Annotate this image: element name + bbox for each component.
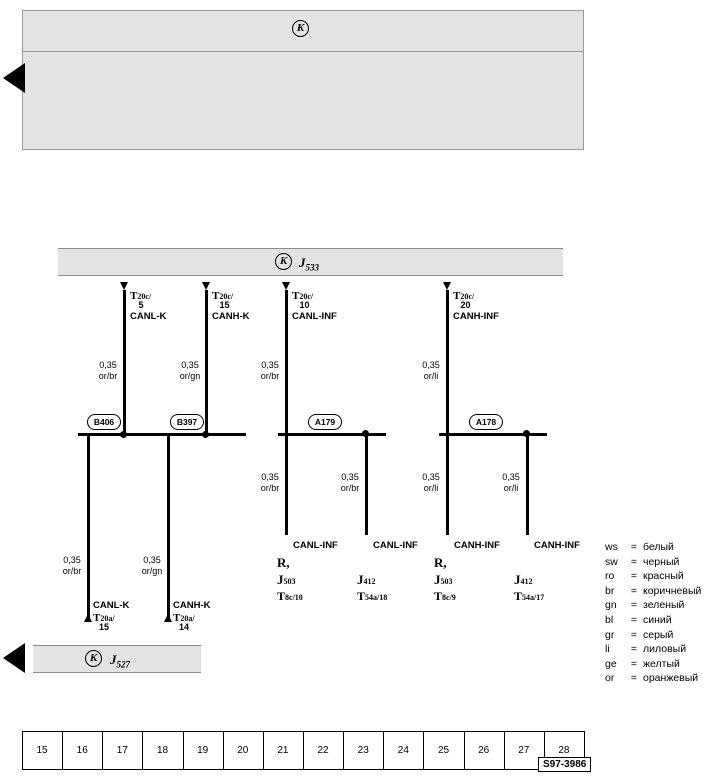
branch-4-signal: CANL-INF	[373, 540, 418, 551]
legend-equals: =	[630, 672, 638, 685]
branch-3-device-prefix: R,	[277, 555, 290, 570]
branch-3-signal-bottom: CANL-INF	[293, 540, 338, 551]
branch-5-signal-bottom: CANH-INF	[454, 540, 500, 551]
legend-color-name: лиловый	[643, 643, 687, 656]
branch-1-signal-top: CANL-K	[130, 311, 167, 322]
branch-1-connector-label: T20c/	[130, 290, 152, 302]
legend-row	[603, 584, 703, 599]
branch-5-splice-line	[439, 433, 547, 436]
branch-1-signal-bottom: CANL-K	[93, 600, 130, 611]
bus-label-j527-sub: 527	[116, 659, 130, 670]
branch-2-wire-spec-upper: 0,35 or/gn	[179, 360, 201, 381]
branch-4-wire-spec: 0,35 or/br	[340, 472, 360, 493]
legend-row	[603, 569, 703, 584]
legend-color-name: оранжевый	[643, 672, 699, 685]
legend-abbr: ro	[605, 570, 615, 583]
branch-2-terminal-arrow-icon	[164, 614, 172, 622]
legend-row	[603, 613, 703, 628]
branch-2-signal-top: CANH-K	[212, 311, 250, 322]
legend-color-name: красный	[643, 570, 684, 583]
branch-6-splice-node	[523, 430, 530, 437]
legend-row	[603, 642, 703, 657]
ruler-number: 21	[277, 745, 289, 756]
branch-3-connector-pin: 10	[299, 300, 310, 310]
continuation-arrow-left-top	[3, 63, 25, 93]
bus-label-j527	[110, 652, 130, 670]
ruler-number: 15	[36, 745, 48, 756]
branch-1-connector-bubble: B406	[87, 414, 121, 430]
bus-label-j533-text: J	[299, 255, 306, 270]
k-symbol-icon-j533: K	[275, 253, 292, 270]
legend-abbr: gn	[605, 599, 617, 612]
bus-label-j533-sub: 533	[305, 262, 319, 273]
legend-abbr: bl	[605, 613, 614, 626]
branch-2-connector-pin: 15	[219, 300, 230, 310]
legend-equals: =	[630, 584, 638, 597]
branch-1-terminal-label: T20a/	[93, 612, 115, 624]
bus-label-j527-text: J	[110, 652, 117, 667]
legend-equals: =	[630, 570, 638, 583]
legend-color-name: черный	[643, 555, 680, 568]
branch-3-arrow-icon	[282, 282, 290, 290]
legend-abbr: br	[605, 584, 615, 597]
legend-abbr: or	[605, 672, 615, 685]
legend-equals: =	[630, 643, 638, 656]
branch-1-terminal-arrow-icon	[84, 614, 92, 622]
branch-2-signal-bottom: CANH-K	[173, 600, 211, 611]
branch-5-wire-spec-upper: 0,35 or/li	[422, 360, 440, 381]
branch-2-wire-spec-lower: 0,35 or/gn	[141, 555, 163, 576]
drawing-code: S97-3986	[538, 757, 591, 772]
legend-equals: =	[630, 599, 638, 612]
legend-color-name: коричневый	[643, 584, 702, 597]
branch-5-connector-pin: 20	[460, 300, 471, 310]
ruler-number: 24	[397, 745, 409, 756]
branch-5-connector-bubble: A178	[469, 414, 503, 430]
ruler-number: 18	[156, 745, 169, 756]
legend-row	[603, 657, 703, 672]
branch-6-device-terminal: T54a/17	[514, 589, 545, 603]
legend-color-name: зеленый	[643, 599, 685, 612]
branch-6-signal: CANH-INF	[534, 540, 580, 551]
legend-equals: =	[630, 628, 638, 641]
branch-3-wire-spec-upper: 0,35 or/br	[260, 360, 280, 381]
branch-6-device-name: J412	[514, 572, 533, 587]
branch-3-connector-bubble: A179	[308, 414, 342, 430]
branch-1-connector-pin: 5	[138, 300, 144, 310]
branch-5-wire-spec-lower: 0,35 or/li	[422, 472, 440, 493]
bus-label-j533	[299, 255, 319, 273]
legend-equals: =	[630, 657, 638, 670]
top-module-divider	[22, 51, 584, 52]
legend-abbr: gr	[605, 628, 615, 641]
branch-3-signal-top: CANL-INF	[292, 311, 337, 322]
branch-1-splice-line	[78, 433, 164, 436]
branch-1-wire-spec-upper: 0,35 or/br	[98, 360, 118, 381]
ruler-number: 16	[76, 745, 88, 756]
branch-3-device-terminal: T8c/10	[277, 589, 303, 603]
ruler-number: 17	[116, 745, 128, 756]
legend-equals: =	[630, 541, 638, 553]
branch-5-device-name: J503	[434, 572, 453, 587]
branch-2-connector-label: T20c/	[212, 290, 234, 302]
branch-5-connector-label: T20c/	[453, 290, 475, 302]
legend-row	[603, 598, 703, 613]
ruler-bottom-line	[22, 769, 584, 770]
legend-color-name: белый	[643, 541, 674, 553]
legend-row	[603, 540, 703, 555]
k-symbol-icon-top: K	[292, 20, 309, 37]
branch-5-arrow-icon	[443, 282, 451, 290]
branch-5-device-prefix: R,	[434, 555, 447, 570]
wire-color-legend	[603, 540, 703, 686]
ruler-number: 27	[518, 745, 530, 756]
legend-abbr: sw	[605, 555, 618, 568]
branch-1-wire-spec-lower: 0,35 or/br	[62, 555, 82, 576]
ruler-number: 22	[317, 745, 329, 756]
branch-2-wire-lower	[167, 433, 170, 621]
legend-color-name: серый	[643, 628, 674, 641]
branch-5-signal-top: CANH-INF	[453, 311, 499, 322]
legend-color-name: синий	[643, 613, 672, 626]
legend-row	[603, 628, 703, 643]
k-symbol-icon-j527: K	[85, 650, 102, 667]
continuation-arrow-left-bottom	[3, 643, 25, 673]
branch-4-splice-node	[362, 430, 369, 437]
branch-2-terminal-pin: 14	[178, 622, 189, 632]
branch-2-connector-bubble: B397	[170, 414, 204, 430]
branch-3-connector-label: T20c/	[292, 290, 314, 302]
branch-3-device-name: J503	[277, 572, 296, 587]
legend-abbr: ws	[605, 541, 618, 553]
branch-1-arrow-icon	[120, 282, 128, 290]
ruler-number: 23	[357, 745, 369, 756]
branch-1-terminal-pin: 15	[98, 622, 109, 632]
legend-abbr: ge	[605, 657, 617, 670]
branch-1-wire-lower	[87, 433, 90, 621]
branch-3-splice-line	[278, 433, 386, 436]
legend-row	[603, 671, 703, 686]
ruler-number: 25	[437, 745, 450, 756]
ruler-number: 26	[478, 745, 490, 756]
branch-4-device-name: J412	[357, 572, 376, 587]
ruler-number: 19	[197, 745, 209, 756]
branch-4-device-terminal: T54a/18	[357, 589, 388, 603]
branch-5-device-terminal: T8c/9	[434, 589, 456, 603]
branch-3-wire-spec-lower: 0,35 or/br	[260, 472, 280, 493]
legend-row	[603, 555, 703, 570]
ruler-number: 20	[237, 745, 249, 756]
ruler-number: 28	[558, 745, 570, 756]
branch-2-arrow-icon	[202, 282, 210, 290]
branch-2-splice-line	[160, 433, 246, 436]
legend-table	[603, 540, 703, 686]
legend-equals: =	[630, 555, 638, 568]
legend-equals: =	[630, 613, 638, 626]
branch-2-terminal-label: T20a/	[173, 612, 195, 624]
branch-6-wire-spec: 0,35 or/li	[502, 472, 520, 493]
legend-color-name: желтый	[643, 657, 680, 670]
legend-abbr: li	[605, 643, 610, 656]
